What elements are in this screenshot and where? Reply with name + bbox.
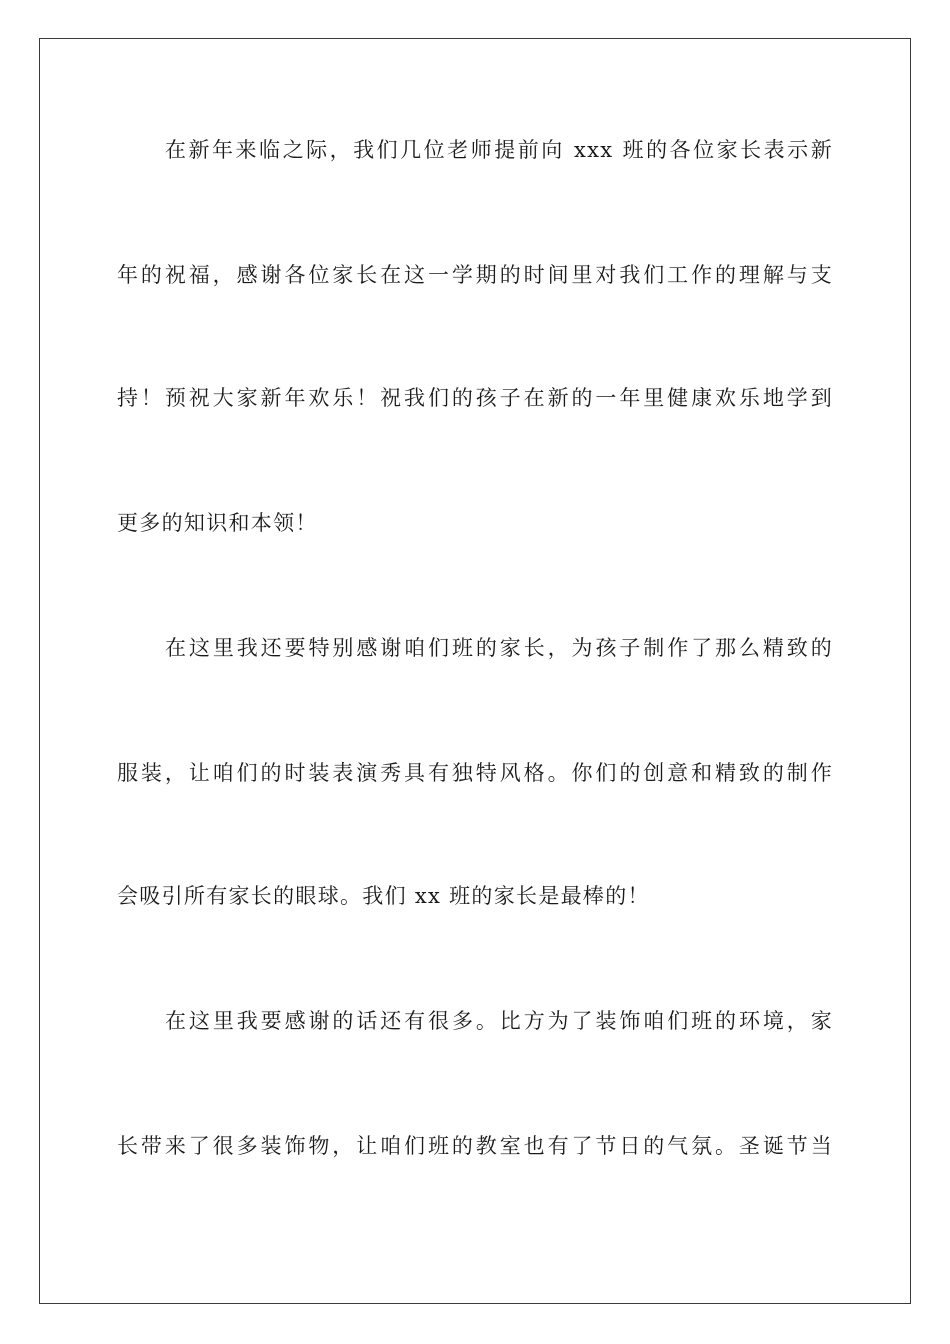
paragraph-1-line-3: 持！预祝大家新年欢乐！祝我们的孩子在新的一年里健康欢乐地学到 — [117, 386, 833, 410]
page-border — [39, 38, 911, 1304]
paragraph-1-line-1: 在新年来临之际，我们几位老师提前向 xxx 班的各位家长表示新 — [165, 138, 833, 162]
paragraph-2-line-1: 在这里我还要特别感谢咱们班的家长，为孩子制作了那么精致的 — [165, 636, 833, 660]
paragraph-2-line-3: 会吸引所有家长的眼球。我们 xx 班的家长是最棒的！ — [117, 884, 650, 908]
paragraph-1-line-2: 年的祝福，感谢各位家长在这一学期的时间里对我们工作的理解与支 — [117, 263, 833, 287]
paragraph-3-line-1: 在这里我要感谢的话还有很多。比方为了装饰咱们班的环境，家 — [165, 1009, 833, 1033]
paragraph-2-line-2: 服装，让咱们的时装表演秀具有独特风格。你们的创意和精致的制作 — [117, 761, 833, 785]
paragraph-3-line-2: 长带来了很多装饰物，让咱们班的教室也有了节日的气氛。圣诞节当 — [117, 1134, 833, 1158]
paragraph-1-line-4: 更多的知识和本领！ — [117, 511, 318, 535]
